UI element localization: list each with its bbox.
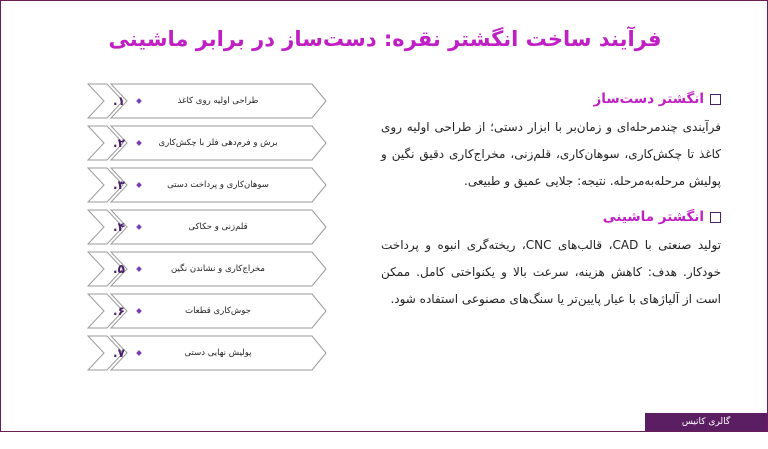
step-number: .۳ (113, 178, 125, 192)
step-label: پولیش نهایی دستی (184, 348, 252, 358)
machine-heading (381, 209, 721, 225)
process-step (87, 335, 327, 371)
step-label: طراحی اولیه روی کاغذ (177, 96, 259, 106)
comparison-panel (381, 91, 721, 327)
process-step (87, 83, 327, 119)
slide-title: فرآیند ساخت انگشتر نقره: دست‌ساز در برابر ماشینی (108, 27, 662, 51)
machine-description: تولید صنعتی با CAD، قالب‌های CNC، ریخته‌گری انبوه و پرداخت خودکار. هدف: کاهش هزینه، سرعت بالا و یکنواختی کامل. ممکن است از آلیاژهای با عیار پایین‌تر یا سنگ‌های مصنوعی استفاده شود. (381, 238, 721, 306)
step-label: مخراج‌کاری و نشاندن نگین (171, 264, 265, 274)
footer-brand: گالری کاتیس katisgallery.com (645, 413, 767, 431)
checkbox-icon (710, 94, 721, 105)
handmade-description: فرآیندی چندمرحله‌ای و زمان‌بر با ابزار دستی؛ از طراحی اولیه روی کاغذ تا چکش‌کاری، سوهان‌کاری، قلم‌زنی، مخراج‌کاری دقیق نگین و پولیش مرحله‌به‌مرحله. نتیجه: جلایی عمیق و طبیعی. (381, 120, 721, 188)
process-step (87, 209, 327, 245)
handmade-heading (381, 91, 721, 107)
machine-heading-text: انگشتر ماشینی (602, 209, 704, 225)
step-number: .۷ (113, 346, 125, 360)
step-number: .۴ (113, 220, 125, 234)
step-label: برش و فرم‌دهی فلز با چکش‌کاری (158, 138, 278, 148)
process-step (87, 251, 327, 287)
step-number: .۱ (113, 94, 125, 108)
process-step (87, 293, 327, 329)
step-label: جوش‌کاری قطعات (185, 306, 251, 316)
handmade-heading-text: انگشتر دست‌ساز (593, 91, 704, 107)
step-number: .۵ (113, 262, 125, 276)
step-number: .۲ (113, 136, 125, 150)
step-label: قلم‌زنی و حکاکی (188, 222, 248, 232)
process-step (87, 125, 327, 161)
checkbox-icon (710, 212, 721, 223)
step-number: .۶ (113, 304, 125, 318)
process-steps (87, 83, 327, 377)
process-step (87, 167, 327, 203)
step-label: سوهان‌کاری و پرداخت دستی (167, 180, 269, 190)
